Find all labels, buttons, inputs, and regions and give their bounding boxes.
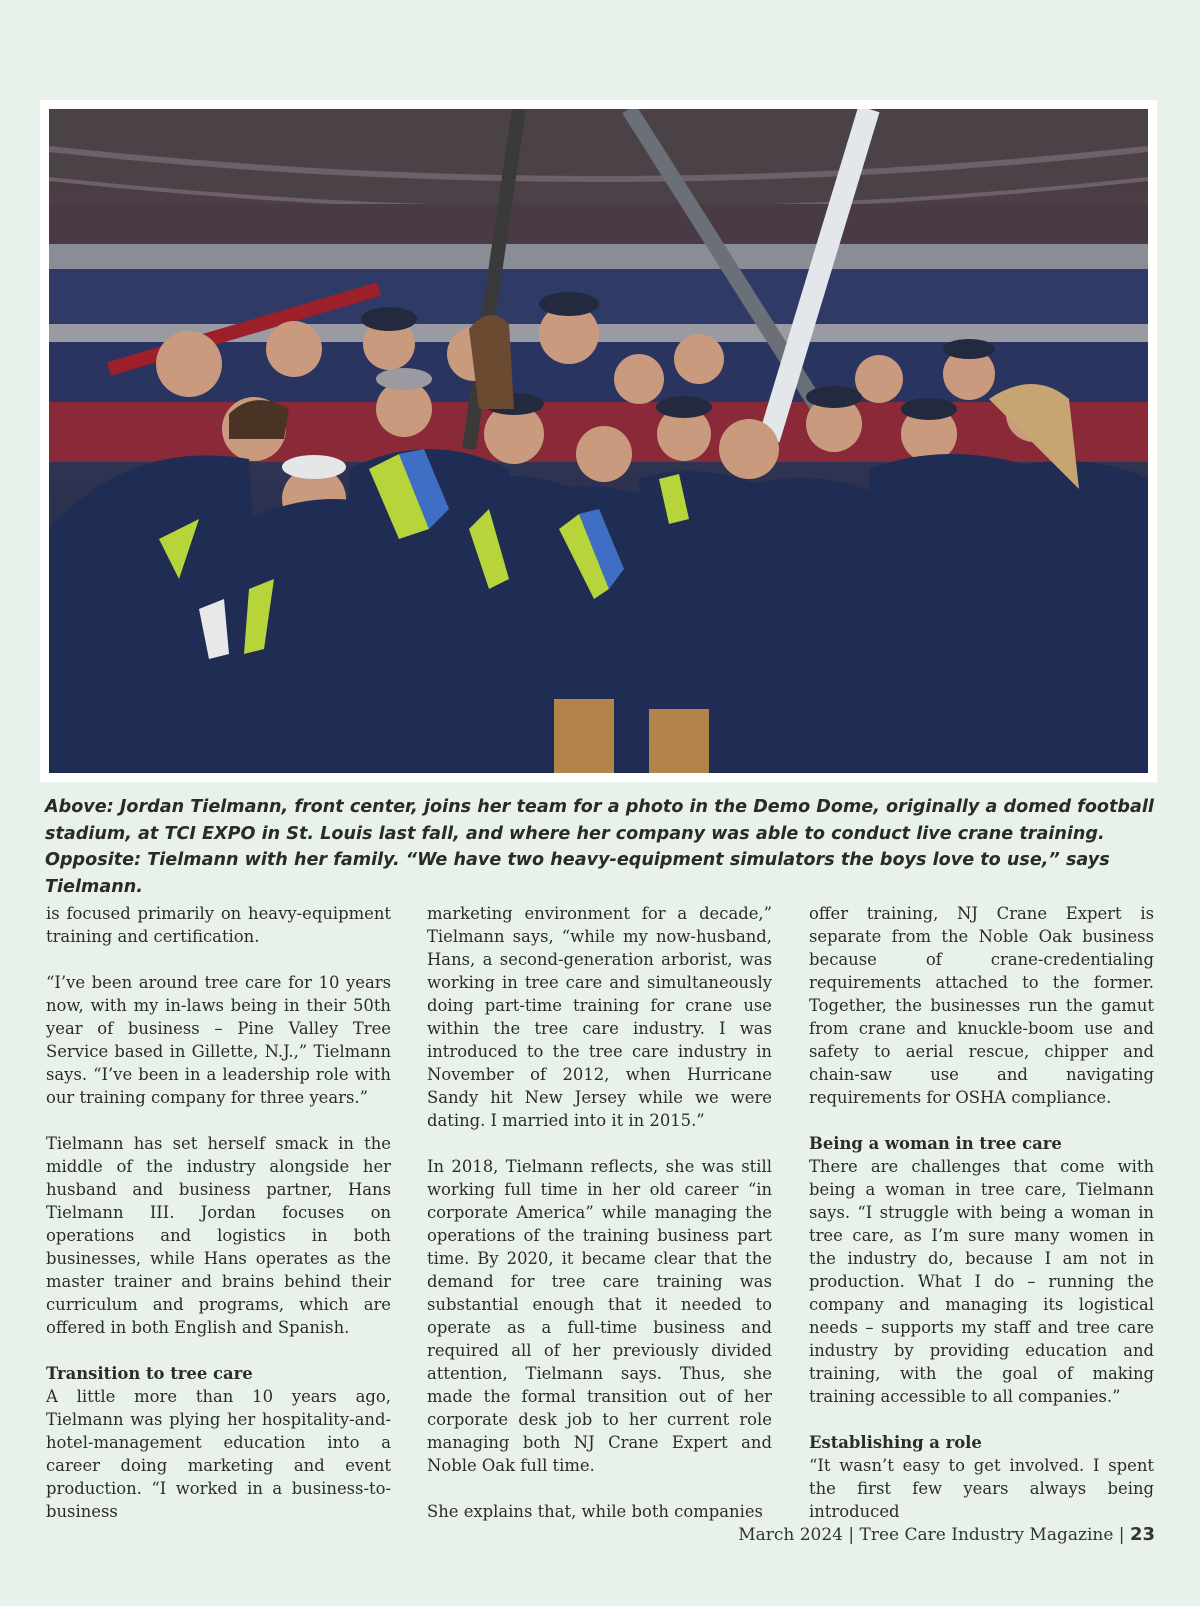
section-heading-establishing-role: Establishing a role xyxy=(809,1433,982,1452)
paragraph: is focused primarily on heavy-equipment training and certification. xyxy=(46,904,391,946)
issue-label: March 2024 | Tree Care Industry Magazine | xyxy=(738,1525,1125,1545)
paragraph: There are challenges that come with being a woman in tree care, Tielmann says. “I struggle with being a woman in tree care, as I’m sure many women in the industry do, because I am not in production. What I do – running the company and managing its logistical needs – supports my staff and tree care industry by providing education and training, with the goal of making training accessible to all companies.” xyxy=(809,1157,1154,1406)
caption-line-3: Opposite: Tielmann with her family. “We have two heavy-equipment simulators the boys love to use,” says Tielmann. xyxy=(45,850,1110,897)
paragraph: A little more than 10 years ago, Tielmann was plying her hospitality-and-hotel-management education into a career doing marketing and event production. “I worked in a business-to-business xyxy=(46,1387,391,1521)
photo-caption xyxy=(45,794,1165,900)
article-column-2 xyxy=(427,902,772,1523)
paragraph: In 2018, Tielmann reflects, she was still working full time in her old career “in corporate America” while managing the operations of the training business part time. By 2020, it became clear that the demand for tree care training was substantial enough that it needed to operate as a full-time business and required all of her previously divided attention, Tielmann says. Thus, she made the formal transition out of her corporate desk job to her current role managing both NJ Crane Expert and Noble Oak full time. xyxy=(427,1157,772,1475)
paragraph: “I’ve been around tree care for 10 years now, with my in-laws being in their 50th year of business – Pine Valley Tree Service based in Gillette, N.J.,” Tielmann says. “I’ve been in a leadership role with our training company for three years.” xyxy=(46,973,391,1107)
caption-line-2: stadium, at TCI EXPO in St. Louis last fall, and where her company was able to conduct live crane training. xyxy=(45,823,1105,844)
team-group-photo xyxy=(49,109,1148,773)
section-heading-woman-in-tree-care: Being a woman in tree care xyxy=(809,1134,1062,1153)
paragraph: “It wasn’t easy to get involved. I spent the first few years always being introduced xyxy=(809,1456,1154,1521)
paragraph: offer training, NJ Crane Expert is separate from the Noble Oak business because of crane-credentialing requirements attached to the former. Together, the businesses run the gamut from crane and knuckle-boom use and safety to aerial rescue, chipper and chain-saw use and navigating requirements for OSHA compliance. xyxy=(809,904,1154,1107)
page-number: 23 xyxy=(1129,1524,1155,1545)
team-photo-illustration xyxy=(49,109,1148,773)
paragraph: Tielmann has set herself smack in the middle of the industry alongside her husband and business partner, Hans Tielmann III. Jordan focuses on operations and logistics in both businesses, while Hans operates as the master trainer and brains behind their curriculum and programs, which are offered in both English and Spanish. xyxy=(46,1134,391,1337)
paragraph: She explains that, while both companies xyxy=(427,1502,763,1521)
article-column-3 xyxy=(809,902,1154,1523)
section-heading-transition: Transition to tree care xyxy=(46,1364,253,1383)
page-footer xyxy=(738,1524,1155,1546)
article-column-1 xyxy=(46,902,391,1523)
photo-frame xyxy=(40,100,1157,782)
caption-line-1: Above: Jordan Tielmann, front center, joins her team for a photo in the Demo Dome, originally a domed football xyxy=(45,797,1154,817)
article-body xyxy=(46,902,1156,1521)
paragraph: marketing environment for a decade,” Tielmann says, “while my now-husband, Hans, a second-generation arborist, was working in tree care and simultaneously doing part-time training for crane use within the tree care industry. I was introduced to the tree care industry in November of 2012, when Hurricane Sandy hit New Jersey while we were dating. I married into it in 2015.” xyxy=(427,904,772,1130)
